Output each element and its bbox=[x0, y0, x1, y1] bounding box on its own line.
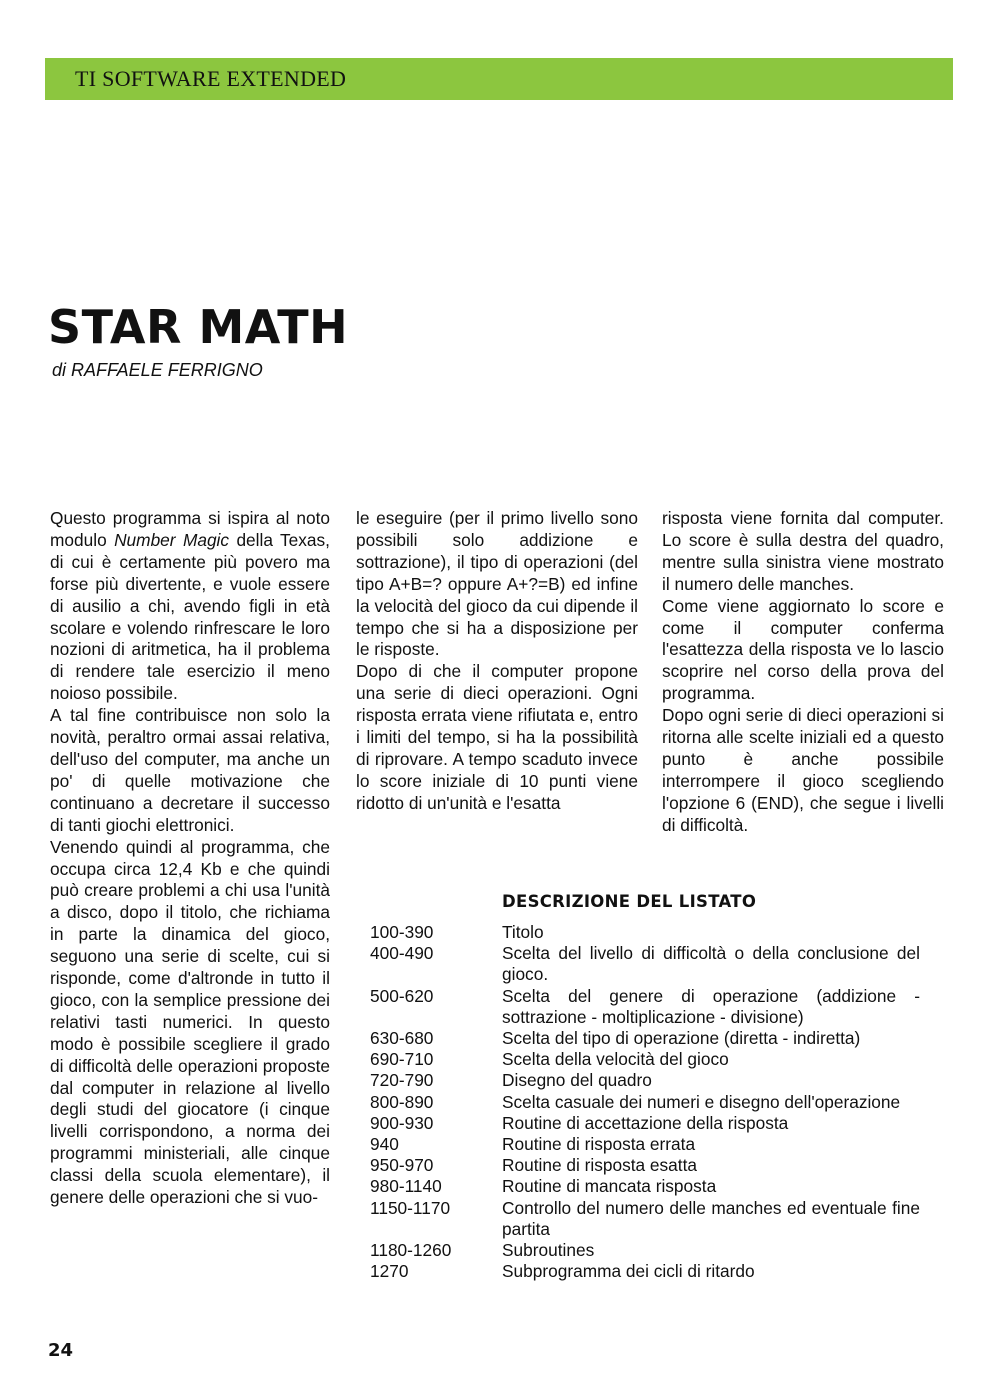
text-column-2 bbox=[356, 508, 638, 815]
line-range: 950-970 bbox=[370, 1155, 434, 1176]
line-description: Disegno del quadro bbox=[502, 1070, 652, 1091]
listing-row bbox=[370, 1261, 920, 1282]
text-column-3 bbox=[662, 508, 944, 837]
line-range: 980-1140 bbox=[370, 1176, 442, 1197]
emphasized-product-name: Number Magic bbox=[114, 529, 230, 550]
line-range: 100-390 bbox=[370, 922, 434, 942]
line-range: 400-490 bbox=[370, 943, 434, 964]
line-description: Controllo del numero delle manches ed eventuale fine partita bbox=[502, 1197, 920, 1239]
line-description: Titolo bbox=[502, 922, 544, 942]
article-author: di RAFFAELE FERRIGNO bbox=[52, 360, 263, 380]
listing-row bbox=[370, 1198, 920, 1240]
paragraph: Venendo quindi al programma, che occupa circa 12,4 Kb e che quindi può creare problemi a chi usa l'unità a disco, dopo il titolo, che richiama in parte la dinamica del gioco, seguono una serie di scelte, cui si risponde, come d'altronde in tutto il gioco, con la semplice pressione dei relativi tasti numerici. In questo modo è possibile scegliere il grado di difficoltà delle operazioni proposte dal computer in relazione al livello degli studi del giocatore (i cinque livelli corrispondono, a norma dei programmi ministeriali, alle cinque classi della scuola elementare), il genere delle operazioni che si vuo- bbox=[50, 836, 330, 1208]
text-column-1 bbox=[50, 508, 330, 1209]
line-range: 940 bbox=[370, 1134, 399, 1155]
line-description: Routine di risposta errata bbox=[502, 1134, 696, 1155]
line-description: Routine di risposta esatta bbox=[502, 1155, 698, 1176]
section-header-title: TI SOFTWARE EXTENDED bbox=[75, 66, 347, 91]
line-description: Scelta casuale dei numeri e disegno dell'operazione bbox=[502, 1091, 901, 1112]
listing-row bbox=[370, 1134, 920, 1155]
line-range: 1150-1170 bbox=[370, 1197, 451, 1218]
paragraph: risposta viene fornita dal computer. Lo score è sulla destra del quadro, mentre sulla sinistra viene mostrato il numero delle manches. bbox=[662, 508, 944, 594]
listing-row bbox=[370, 1240, 920, 1261]
line-description: Scelta del genere di operazione (addizione - sottrazione - moltiplicazione - divisione) bbox=[502, 985, 920, 1027]
line-description: Subroutines bbox=[502, 1240, 595, 1261]
listing-row bbox=[370, 1176, 920, 1197]
line-range: 1180-1260 bbox=[370, 1240, 452, 1261]
line-range: 900-930 bbox=[370, 1112, 434, 1133]
line-range: 720-790 bbox=[370, 1070, 434, 1091]
line-description: Scelta della velocità del gioco bbox=[502, 1049, 729, 1070]
line-range: 1270 bbox=[370, 1261, 409, 1282]
line-description: Scelta del tipo di operazione (diretta - indiretta) bbox=[502, 1028, 861, 1049]
paragraph: Dopo ogni serie di dieci operazioni si ritorna alle scelte iniziali ed a questo punto è anche possibile interrompere il gioco scegliendo l'opzione 6 (END), che segue i livelli di difficoltà. bbox=[662, 705, 944, 835]
listing-row bbox=[370, 1028, 920, 1049]
page-number: 24 bbox=[48, 1340, 74, 1361]
listing-row bbox=[370, 943, 920, 985]
listing-row bbox=[370, 1070, 920, 1091]
paragraph bbox=[50, 508, 330, 705]
listing-row bbox=[370, 922, 920, 943]
listing-row bbox=[370, 1113, 920, 1134]
paragraph: le eseguire (per il primo livello sono possibili solo addizione e sottrazione), il tipo di operazioni (del tipo A+B=? oppure A+?=B) ed infine la velocità del gioco da cui dipende il tempo che si ha a disposizione per le risposte. bbox=[356, 508, 638, 660]
paragraph: A tal fine contribuisce non solo la novità, peraltro ormai assai relativa, dell'uso del computer, ma anche un po' di quelle motivazione che continuano a decretare il successo di tanti giochi elettronici. bbox=[50, 705, 330, 835]
line-range: 500-620 bbox=[370, 985, 434, 1006]
line-range: 800-890 bbox=[370, 1091, 434, 1112]
paragraph: Come viene aggiornato lo score e come il computer conferma l'esattezza della risposta ve lo lascio scoprire nel corso della prova del programma. bbox=[662, 595, 944, 704]
listing-row bbox=[370, 1092, 920, 1113]
paragraph: Dopo di che il computer propone una serie di dieci operazioni. Ogni risposta errata viene rifiutata e, entro i limiti del tempo, si ha la possibilità di riprovare. A tempo scaduto invece lo score iniziale di 10 punti viene ridotto di un'unità e l'esatta bbox=[356, 661, 638, 813]
line-description: Routine di accettazione della risposta bbox=[502, 1112, 789, 1133]
line-description: Routine di mancata risposta bbox=[502, 1176, 717, 1197]
listing-row bbox=[370, 1049, 920, 1070]
listing-row bbox=[370, 1155, 920, 1176]
section-header-band bbox=[45, 58, 953, 100]
paragraph-text: Questo programma si ispira al noto modulo bbox=[50, 508, 330, 550]
line-description: Subprogramma dei cicli di ritardo bbox=[502, 1261, 755, 1282]
listing-heading: DESCRIZIONE DEL LISTATO bbox=[502, 892, 757, 911]
line-description: Scelta del livello di difficoltà o della conclusione del gioco. bbox=[502, 943, 920, 985]
line-range: 690-710 bbox=[370, 1049, 434, 1070]
line-range: 630-680 bbox=[370, 1028, 434, 1049]
listing-table bbox=[370, 922, 920, 1282]
article-title: STAR MATH bbox=[48, 300, 349, 354]
paragraph-text: della Texas, di cui è certamente più povero ma forse più divertente, e vuole essere di ausilio a chi, avendo figli in età scolare e volendo rinfrescare le loro nozioni di aritmetica, ha il problema di rendere tale esercizio il meno noioso possibile. bbox=[50, 529, 330, 704]
listing-row bbox=[370, 986, 920, 1028]
